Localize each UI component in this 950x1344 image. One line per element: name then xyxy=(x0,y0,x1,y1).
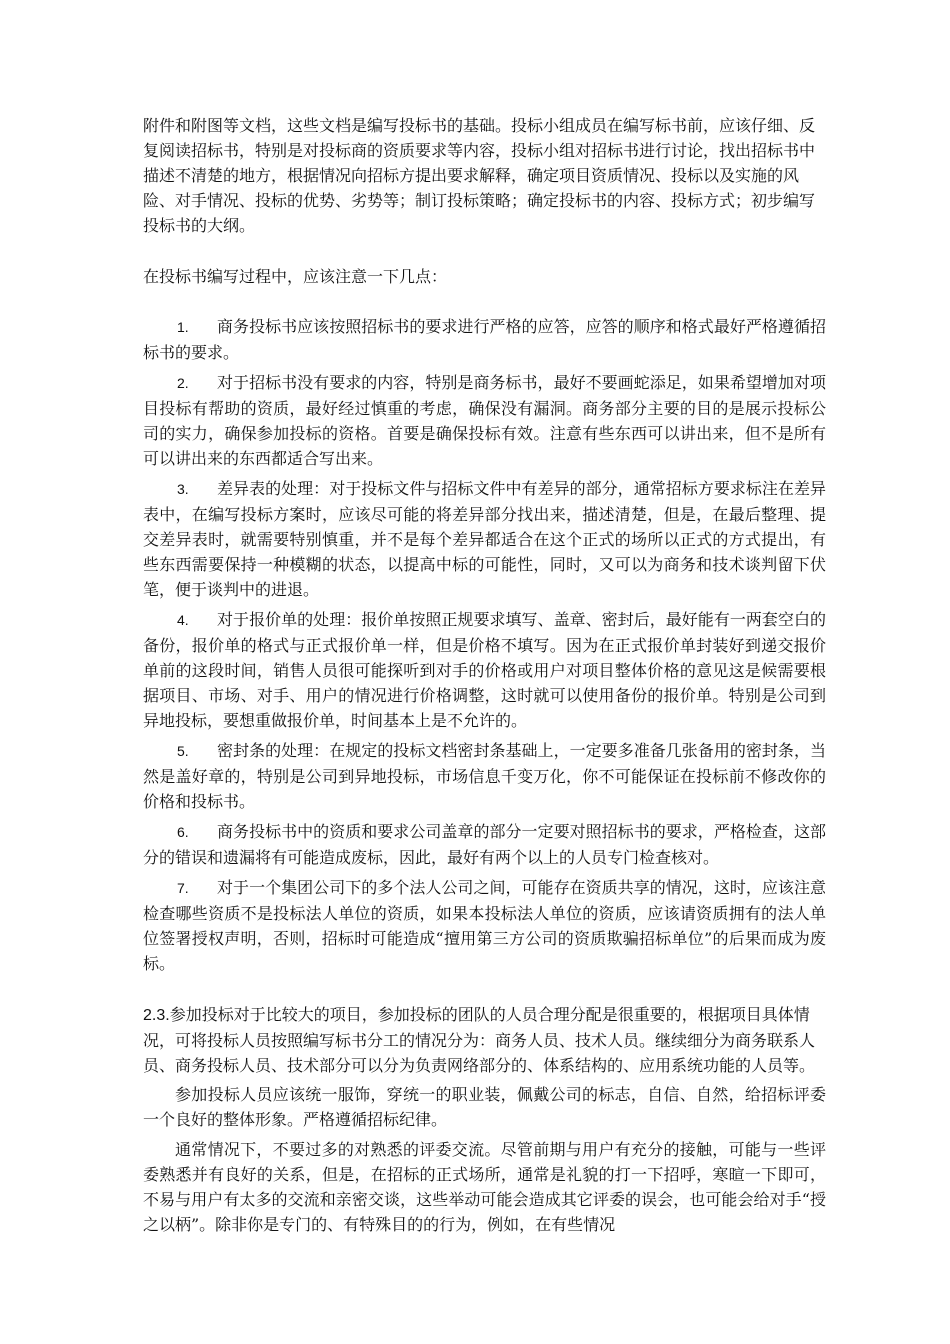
list-item-number: 6. xyxy=(177,824,189,840)
list-item xyxy=(143,819,826,870)
list-item-number: 4. xyxy=(177,612,189,628)
list-item-number: 5. xyxy=(177,743,189,759)
document-page xyxy=(143,113,826,1242)
list-item xyxy=(143,314,826,365)
list-item-text: 商务投标书应该按照招标书的要求进行严格的应答，应答的顺序和格式最好严格遵循招标书的要求。 xyxy=(143,317,826,362)
list-item-text: 密封条的处理：在规定的投标文档密封条基础上，一定要多准备几张备用的密封条，当然是盖好章的，特别是公司到异地投标，市场信息千变万化，你不可能保证在投标前不修改你的价格和投标书。 xyxy=(143,741,826,811)
intro-paragraph: 附件和附图等文档，这些文档是编写投标书的基础。投标小组成员在编写标书前，应该仔细、反复阅读招标书，特别是对投标商的资质要求等内容，投标小组对招标书进行讨论，找出招标书中描述不清楚的地方，根据情况向招标方提出要求解释，确定项目资质情况、投标以及实施的风险、对手情况、投标的优势、劣势等；制订投标策略；确定投标书的内容、投标方式；初步编写投标书的大纲。 xyxy=(143,116,816,235)
list-item-number: 7. xyxy=(177,880,189,896)
section-text: 参加投标对于比较大的项目，参加投标的团队的人员合理分配是很重要的，根据项目具体情况，可将投标人员按照编写标书分工的情况分为：商务人员、技术人员。继续细分为商务联系人员、商务投标人员、技术部分可以分为负责网络部分的、体系结构的、应用系统功能的人员等。 xyxy=(143,1005,816,1075)
list-item xyxy=(143,875,826,976)
list-item-number: 1. xyxy=(177,319,189,335)
notes-list xyxy=(143,314,826,976)
list-item xyxy=(143,738,826,814)
list-item-text: 商务投标书中的资质和要求公司盖章的部分一定要对照招标书的要求，严格检查，这部分的错误和遗漏将有可能造成废标，因此，最好有两个以上的人员专门检查核对。 xyxy=(143,822,826,867)
list-item-number: 2. xyxy=(177,375,189,391)
list-item-text: 对于报价单的处理：报价单按照正规要求填写、盖章、密封后，最好能有一两套空白的备份，报价单的格式与正式报价单一样，但是价格不填写。因为在正式报价单封装好到递交报价单前的这段时间，销售人员很可能探听到对手的价格或用户对项目整体价格的意见这是候需要根据项目、市场、对手、用户的情况进行价格调整，这时就可以使用备份的报价单。特别是公司到异地投标，要想重做报价单，时间基本上是不允许的。 xyxy=(143,610,826,730)
list-item-text: 对于一个集团公司下的多个法人公司之间，可能存在资质共享的情况，这时，应该注意检查哪些资质不是投标法人单位的资质，如果本投标法人单位的资质，应该请资质拥有的法人单位签署授权声明，否则，招标时可能造成“擅用第三方公司的资质欺骗招标单位”的后果而成为废标。 xyxy=(143,878,826,973)
section-paragraph xyxy=(143,1002,826,1078)
list-item-text: 对于招标书没有要求的内容，特别是商务标书，最好不要画蛇添足，如果希望增加对项目投标有帮助的资质，最好经过慎重的考虑，确保没有漏洞。商务部分主要的目的是展示投标公司的实力，确保参加投标的资格。首要是确保投标有效。注意有些东西可以讲出来，但不是所有可以讲出来的东西都适合写出来。 xyxy=(143,373,826,468)
lead-paragraph: 在投标书编写过程中，应该注意一下几点： xyxy=(143,267,448,286)
section-number: 2.3. xyxy=(143,1007,170,1024)
list-item xyxy=(143,607,826,733)
list-item xyxy=(143,476,826,602)
body-paragraph: 参加投标人员应该统一服饰，穿统一的职业装，佩戴公司的标志，自信、自然，给招标评委一个良好的整体形象。严格遵循招标纪律。 xyxy=(143,1085,826,1129)
list-item-text: 差异表的处理：对于投标文件与招标文件中有差异的部分，通常招标方要求标注在差异表中，在编写投标方案时，应该尽可能的将差异部分找出来，描述清楚，但是，在最后整理、提交差异表时，就需要特别慎重，并不是每个差异都适合在这个正式的场所以正式的方式提出，有些东西需要保持一种模糊的状态，以提高中标的可能性，同时，又可以为商务和技术谈判留下伏笔，便于谈判中的进退。 xyxy=(143,479,826,599)
list-item-number: 3. xyxy=(177,481,189,497)
body-paragraph: 通常情况下，不要过多的对熟悉的评委交流。尽管前期与用户有充分的接触，可能与一些评委熟悉并有良好的关系，但是，在招标的正式场所，通常是礼貌的打一下招呼，寒暄一下即可，不易与用户有太多的交流和亲密交谈，这些举动可能会造成其它评委的误会，也可能会给对手“授之以柄”。除非你是专门的、有特殊目的的行为，例如，在有些情况 xyxy=(143,1140,826,1234)
list-item xyxy=(143,370,826,471)
